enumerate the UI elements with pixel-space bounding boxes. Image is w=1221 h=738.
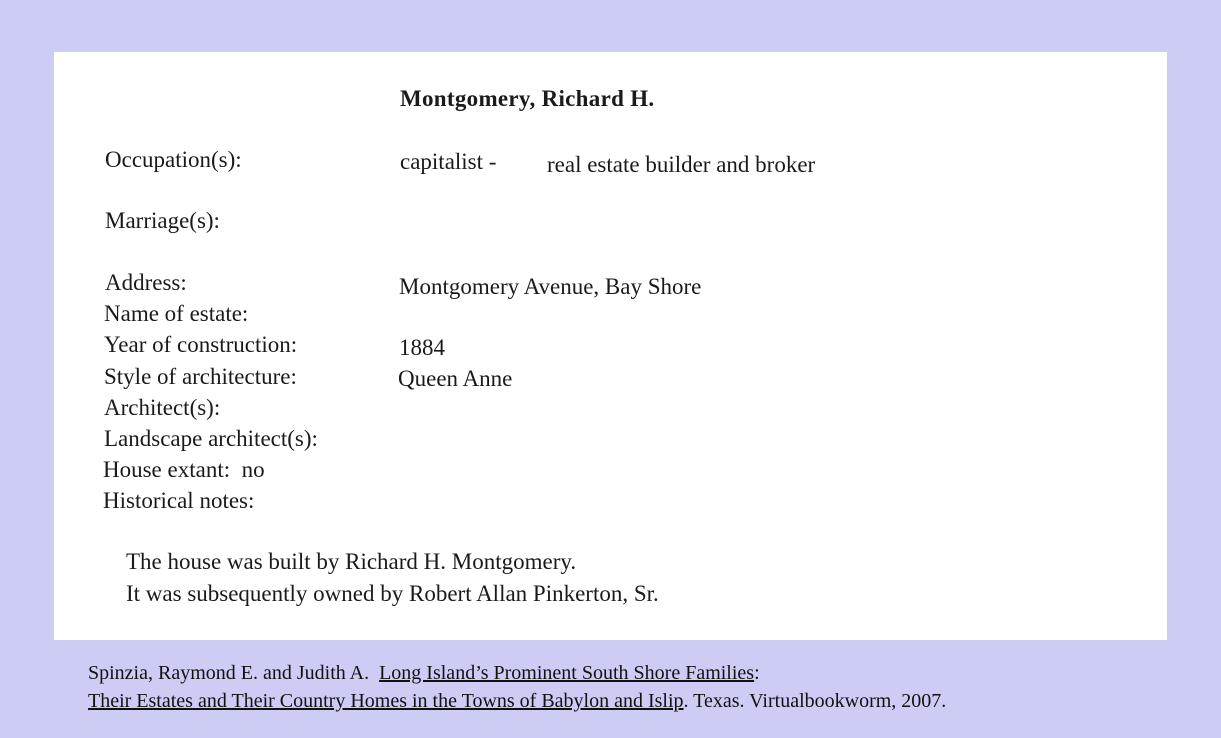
house-extant-label-text: House extant:	[103, 457, 231, 482]
style-value: Queen Anne	[398, 366, 513, 391]
citation-line-1	[88, 659, 946, 687]
house-extant-value: no	[241, 457, 265, 482]
citation-title-part2: Their Estates and Their Country Homes in the Towns of Babylon and Islip	[88, 690, 684, 712]
citation-publication: . Texas. Virtualbookworm, 2007.	[683, 690, 947, 712]
style-label: Style of architecture:	[104, 364, 297, 389]
occupation-label: Occupation(s):	[105, 147, 242, 172]
landscape-architect-label: Landscape architect(s):	[104, 426, 318, 451]
year-label: Year of construction:	[104, 332, 298, 357]
citation-authors: Spinzia, Raymond E. and Judith A.	[88, 662, 370, 684]
house-extant-label	[103, 457, 265, 483]
record-card	[54, 52, 1167, 640]
historical-notes	[126, 546, 659, 610]
historical-notes-label: Historical notes:	[103, 488, 255, 513]
citation-title-part1: Long Island’s Prominent South Shore Families	[379, 662, 755, 684]
citation-line-2	[88, 687, 946, 715]
citation	[88, 659, 946, 715]
architect-label: Architect(s):	[104, 395, 221, 420]
record-title: Montgomery, Richard H.	[400, 86, 655, 111]
marriage-label: Marriage(s):	[105, 208, 220, 233]
estate-name-label: Name of estate:	[104, 301, 249, 326]
address-label: Address:	[105, 270, 187, 295]
historical-notes-line-1: The house was built by Richard H. Montgomery.	[126, 549, 577, 574]
occupation-value-part2: real estate builder and broker	[547, 152, 816, 177]
address-value: Montgomery Avenue, Bay Shore	[399, 274, 702, 299]
year-value: 1884	[399, 335, 445, 360]
historical-notes-line-2: It was subsequently owned by Robert Allan Pinkerton, Sr.	[126, 581, 659, 606]
citation-colon: :	[754, 662, 760, 684]
occupation-value-part1: capitalist -	[400, 149, 497, 174]
